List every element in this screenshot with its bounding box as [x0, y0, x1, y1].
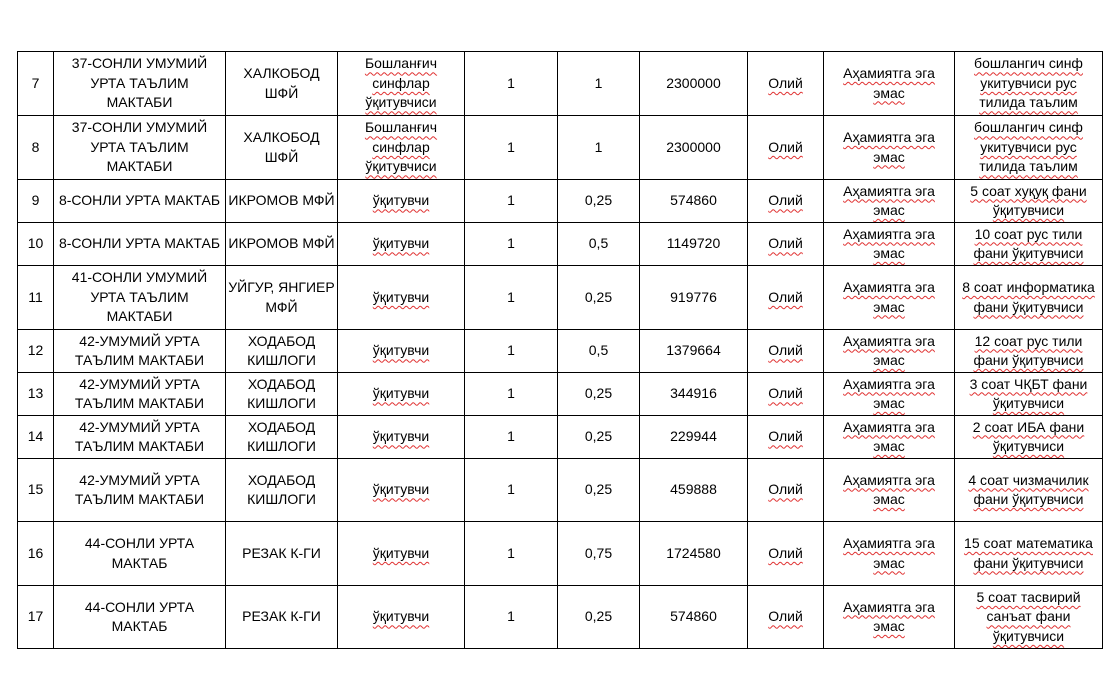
education-text: Олий: [768, 192, 803, 209]
cell-note: [955, 116, 1103, 180]
experience-text: Аҳамиятга эга эмас: [843, 471, 935, 507]
note-text: 10 соат рус тили фани ўқитувчиси: [973, 225, 1084, 261]
cell-salary: 229944: [640, 416, 748, 459]
cell-education: [748, 373, 824, 416]
experience-text: Аҳамиятга эга эмас: [843, 129, 935, 165]
position-text: Бошланғич синфлар ўқитувчиси: [364, 119, 438, 175]
note-text: 2 соат ИБА фани ўқитувчиси: [972, 418, 1085, 454]
cell-education: [748, 180, 824, 223]
note-text: 3 соат ЧҚБТ фани ўқитувчиси: [969, 375, 1088, 411]
cell-school: 8-СОНЛИ УРТА МАКТАБ: [54, 180, 226, 223]
cell-school: 42-УМУМИЙ УРТА ТАЪЛИМ МАКТАБИ: [54, 416, 226, 459]
cell-experience: [824, 52, 955, 116]
cell-education: [748, 416, 824, 459]
cell-salary: 574860: [640, 586, 748, 649]
position-text: ўқитувчи: [372, 288, 430, 305]
cell-count: 1: [465, 586, 558, 649]
education-text: Олий: [768, 74, 803, 91]
cell-education: [748, 522, 824, 586]
cell-num: 12: [18, 330, 54, 373]
education-text: Олий: [768, 235, 803, 252]
cell-num: 15: [18, 459, 54, 522]
table-row: [18, 52, 1103, 116]
table-row: [18, 373, 1103, 416]
cell-salary: 919776: [640, 266, 748, 330]
cell-district: ХАЛКОБОД ШФЙ: [226, 52, 338, 116]
cell-note: [955, 459, 1103, 522]
table-row: [18, 459, 1103, 522]
cell-rate: 0,25: [558, 180, 640, 223]
position-text: ўқитувчи: [372, 481, 430, 498]
cell-note: [955, 266, 1103, 330]
cell-rate: 0,5: [558, 223, 640, 266]
cell-education: [748, 459, 824, 522]
cell-district: ИКРОМОВ МФЙ: [226, 180, 338, 223]
cell-experience: [824, 266, 955, 330]
cell-education: [748, 52, 824, 116]
cell-salary: 1724580: [640, 522, 748, 586]
experience-text: Аҳамиятга эга эмас: [843, 535, 935, 571]
cell-school: 37-СОНЛИ УМУМИЙ УРТА ТАЪЛИМ МАКТАБИ: [54, 116, 226, 180]
position-text: Бошланғич синфлар ўқитувчиси: [364, 55, 438, 111]
cell-num: 8: [18, 116, 54, 180]
cell-rate: 0,25: [558, 586, 640, 649]
cell-position: [338, 459, 465, 522]
cell-district: РЕЗАК К-ГИ: [226, 522, 338, 586]
cell-experience: [824, 586, 955, 649]
cell-note: [955, 373, 1103, 416]
table-row: [18, 416, 1103, 459]
cell-school: 44-СОНЛИ УРТА МАКТАБ: [54, 586, 226, 649]
table-body: [18, 52, 1103, 649]
education-text: Олий: [768, 608, 803, 625]
cell-position: [338, 373, 465, 416]
cell-district: ХОДАБОД КИШЛОГИ: [226, 330, 338, 373]
experience-text: Аҳамиятга эга эмас: [843, 182, 935, 218]
position-text: ўқитувчи: [372, 608, 430, 625]
table-row: [18, 330, 1103, 373]
education-text: Олий: [768, 342, 803, 359]
cell-rate: 0,5: [558, 330, 640, 373]
cell-num: 11: [18, 266, 54, 330]
cell-education: [748, 223, 824, 266]
vacancy-table: [17, 51, 1103, 649]
cell-position: [338, 522, 465, 586]
cell-salary: 1379664: [640, 330, 748, 373]
cell-count: 1: [465, 180, 558, 223]
education-text: Олий: [768, 428, 803, 445]
table-row: [18, 266, 1103, 330]
education-text: Олий: [768, 544, 803, 561]
cell-salary: 344916: [640, 373, 748, 416]
experience-text: Аҳамиятга эга эмас: [843, 279, 935, 315]
experience-text: Аҳамиятга эга эмас: [843, 598, 935, 634]
note-text: бошлангич синф укитувчиси рус тилида таълим: [974, 119, 1083, 175]
cell-rate: 1: [558, 52, 640, 116]
cell-salary: 1149720: [640, 223, 748, 266]
experience-text: Аҳамиятга эга эмас: [843, 418, 935, 454]
cell-education: [748, 266, 824, 330]
cell-count: 1: [465, 223, 558, 266]
experience-text: Аҳамиятга эга эмас: [843, 225, 935, 261]
cell-note: [955, 330, 1103, 373]
cell-district: ХАЛКОБОД ШФЙ: [226, 116, 338, 180]
cell-school: 42-УМУМИЙ УРТА ТАЪЛИМ МАКТАБИ: [54, 459, 226, 522]
position-text: ўқитувчи: [372, 342, 430, 359]
cell-salary: 2300000: [640, 116, 748, 180]
cell-district: ХОДАБОД КИШЛОГИ: [226, 459, 338, 522]
cell-count: 1: [465, 459, 558, 522]
cell-note: [955, 522, 1103, 586]
cell-count: 1: [465, 52, 558, 116]
education-text: Олий: [768, 138, 803, 155]
note-text: 8 соат информатика фани ўқитувчиси: [962, 279, 1095, 315]
cell-count: 1: [465, 330, 558, 373]
cell-experience: [824, 373, 955, 416]
cell-district: РЕЗАК К-ГИ: [226, 586, 338, 649]
position-text: ўқитувчи: [372, 235, 430, 252]
cell-num: 17: [18, 586, 54, 649]
cell-district: ХОДАБОД КИШЛОГИ: [226, 373, 338, 416]
cell-note: [955, 416, 1103, 459]
cell-school: 42-УМУМИЙ УРТА ТАЪЛИМ МАКТАБИ: [54, 373, 226, 416]
education-text: Олий: [768, 288, 803, 305]
cell-district: УЙГУР, ЯНГИЕР МФЙ: [226, 266, 338, 330]
cell-position: [338, 52, 465, 116]
cell-note: [955, 223, 1103, 266]
position-text: ўқитувчи: [372, 428, 430, 445]
table-row: [18, 223, 1103, 266]
cell-district: ИКРОМОВ МФЙ: [226, 223, 338, 266]
cell-num: 10: [18, 223, 54, 266]
note-text: бошлангич синф укитувчиси рус тилида таълим: [974, 55, 1083, 111]
cell-note: [955, 52, 1103, 116]
cell-num: 7: [18, 52, 54, 116]
cell-rate: 1: [558, 116, 640, 180]
table-row: [18, 116, 1103, 180]
note-text: 15 соат математика фани ўқитувчиси: [964, 535, 1093, 571]
note-text: 5 соат хуқуқ фани ўқитувчиси: [970, 182, 1087, 218]
cell-count: 1: [465, 266, 558, 330]
cell-school: 44-СОНЛИ УРТА МАКТАБ: [54, 522, 226, 586]
note-text: 5 соат тасвирий санъат фани ўқитувчиси: [976, 588, 1081, 644]
cell-position: [338, 223, 465, 266]
cell-position: [338, 586, 465, 649]
cell-experience: [824, 116, 955, 180]
cell-position: [338, 416, 465, 459]
table-row: [18, 586, 1103, 649]
cell-experience: [824, 330, 955, 373]
cell-position: [338, 116, 465, 180]
cell-rate: 0,25: [558, 459, 640, 522]
education-text: Олий: [768, 385, 803, 402]
cell-count: 1: [465, 416, 558, 459]
education-text: Олий: [768, 481, 803, 498]
cell-school: 8-СОНЛИ УРТА МАКТАБ: [54, 223, 226, 266]
cell-experience: [824, 459, 955, 522]
cell-position: [338, 266, 465, 330]
cell-school: 37-СОНЛИ УМУМИЙ УРТА ТАЪЛИМ МАКТАБИ: [54, 52, 226, 116]
cell-num: 14: [18, 416, 54, 459]
cell-school: 42-УМУМИЙ УРТА ТАЪЛИМ МАКТАБИ: [54, 330, 226, 373]
experience-text: Аҳамиятга эга эмас: [843, 375, 935, 411]
cell-experience: [824, 416, 955, 459]
cell-experience: [824, 522, 955, 586]
cell-num: 9: [18, 180, 54, 223]
experience-text: Аҳамиятга эга эмас: [843, 332, 935, 368]
cell-salary: 2300000: [640, 52, 748, 116]
position-text: ўқитувчи: [372, 385, 430, 402]
note-text: 4 соат чизмачилик фани ўқитувчиси: [968, 471, 1089, 507]
cell-salary: 459888: [640, 459, 748, 522]
cell-experience: [824, 223, 955, 266]
cell-experience: [824, 180, 955, 223]
cell-rate: 0,25: [558, 416, 640, 459]
cell-position: [338, 330, 465, 373]
cell-count: 1: [465, 522, 558, 586]
cell-count: 1: [465, 373, 558, 416]
cell-rate: 0,25: [558, 373, 640, 416]
cell-district: ХОДАБОД КИШЛОГИ: [226, 416, 338, 459]
cell-count: 1: [465, 116, 558, 180]
cell-rate: 0,25: [558, 266, 640, 330]
table-row: [18, 522, 1103, 586]
cell-education: [748, 330, 824, 373]
cell-position: [338, 180, 465, 223]
cell-note: [955, 586, 1103, 649]
cell-education: [748, 116, 824, 180]
position-text: ўқитувчи: [372, 544, 430, 561]
table-row: [18, 180, 1103, 223]
experience-text: Аҳамиятга эга эмас: [843, 65, 935, 101]
cell-school: 41-СОНЛИ УМУМИЙ УРТА ТАЪЛИМ МАКТАБИ: [54, 266, 226, 330]
position-text: ўқитувчи: [372, 192, 430, 209]
cell-num: 16: [18, 522, 54, 586]
note-text: 12 соат рус тили фани ўқитувчиси: [973, 332, 1084, 368]
cell-num: 13: [18, 373, 54, 416]
cell-rate: 0,75: [558, 522, 640, 586]
cell-note: [955, 180, 1103, 223]
cell-salary: 574860: [640, 180, 748, 223]
cell-education: [748, 586, 824, 649]
